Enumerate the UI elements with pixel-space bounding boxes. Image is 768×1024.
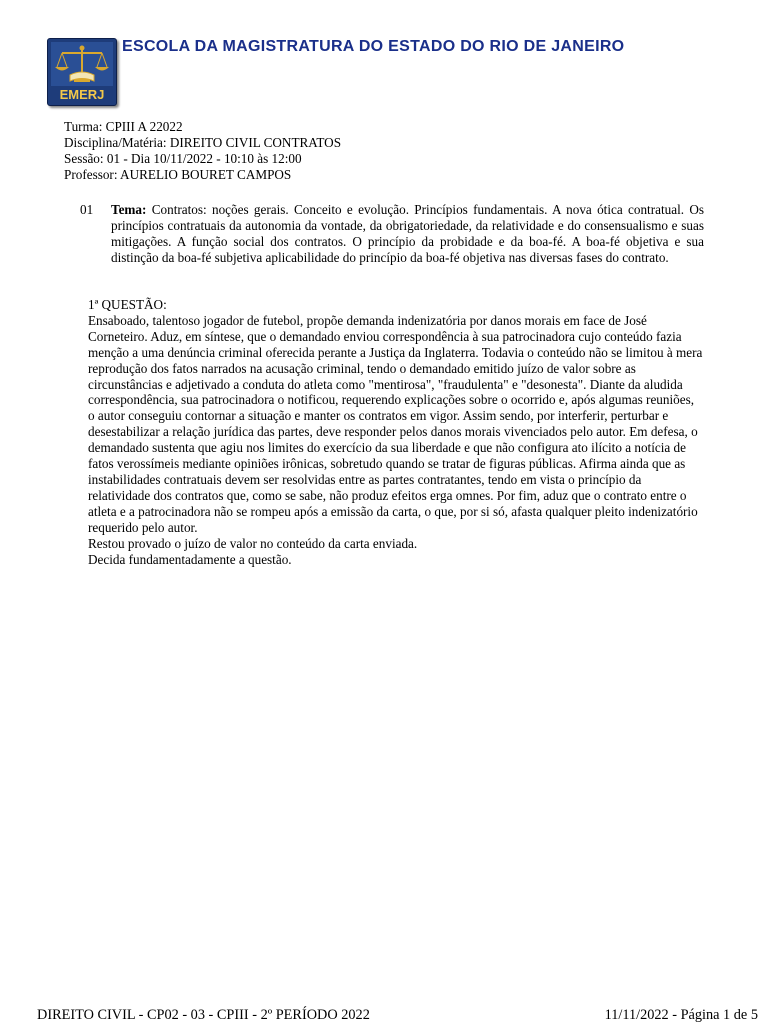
question-block [88, 297, 703, 567]
school-title: ESCOLA DA MAGISTRATURA DO ESTADO DO RIO DE JANEIRO [122, 38, 625, 55]
topic-description: Contratos: noções gerais. Conceito e evolução. Princípios fundamentais. A nova ótica contratual. Os princípios contratuais da autonomia da vontade, da obrigatoriedade, da relatividade e do consensualismo e suas mitigações. A função social dos contratos. O princípio da probidade e da boa-fé. A boa-fé objetiva e sua distinção da boa-fé subjetiva aplicabilidade do princípio da boa-fé objetiva nas diversas fases do contrato. [111, 202, 704, 265]
topic-text [111, 202, 704, 266]
sessao-line: Sessão: 01 - Dia 10/11/2022 - 10:10 às 12:00 [64, 151, 302, 166]
footer-page-info: 11/11/2022 - Página 1 de 5 [604, 1007, 758, 1023]
scales-of-justice-icon [48, 39, 116, 105]
question-instruction: Decida fundamentadamente a questão. [88, 551, 292, 567]
topic-number: 01 [80, 202, 94, 217]
emerj-logo [47, 38, 117, 106]
topic-block [80, 202, 704, 266]
footer-course: DIREITO CIVIL - CP02 - 03 - CPIII - 2º PERÍODO 2022 [37, 1007, 370, 1023]
class-metadata [64, 119, 341, 183]
turma-line: Turma: CPIII A 22022 [64, 119, 183, 134]
question-fact: Restou provado o juízo de valor no conteúdo da carta enviada. [88, 535, 418, 551]
question-body: Ensaboado, talentoso jogador de futebol, propõe demanda indenizatória por danos morais em face de José Corneteiro. Aduz, em síntese, que o demandado enviou correspondência à sua patrocinadora cujo conteúdo fazia menção a uma denúncia criminal oferecida perante a Justiça da Inglaterra. Todavia o conteúdo não se limitou à mera reprodução dos fatos narrados na acusação criminal, tendo o demandado emitido juízo de valor sobre as circunstâncias e adjetivado a conduta do atleta como "mentirosa", "fraudulenta" e "desonesta". Diante da aludida correspondência, sua patrocinadora o notificou, requerendo explicações sobre o ocorrido e, após algumas reuniões, o autor conseguiu contornar a situação e manter os contratos em vigor. Assim sendo, por interferir, perturbar e desestabilizar a relação jurídica das partes, deve responder pelos danos morais vivenciados pelo autor. Em defesa, o demandado sustenta que agiu nos limites do exercício da sua liberdade e que não configura ato ilícito a notícia de fatos verossímeis mediante opiniões irônicas, sobretudo quando se tratar de figuras públicas. Afirma ainda que as instabilidades contratuais devem ser resolvidas entre as partes contratantes, tendo em vista o princípio da relatividade dos contratos que, como se sabe, não produz efeitos erga omnes. Por fim, aduz que o contrato entre o atleta e a patrocinadora não se rompeu após a emissão da carta, o que, por si só, afasta qualquer pleito indenizatório requerido pelo autor. [88, 312, 703, 535]
logo-text: EMERJ [59, 87, 105, 102]
disciplina-line: Disciplina/Matéria: DIREITO CIVIL CONTRATOS [64, 135, 342, 150]
topic-label: Tema: [111, 202, 147, 217]
professor-line: Professor: AURELIO BOURET CAMPOS [64, 167, 292, 182]
question-heading: 1ª QUESTÃO: [88, 297, 167, 312]
